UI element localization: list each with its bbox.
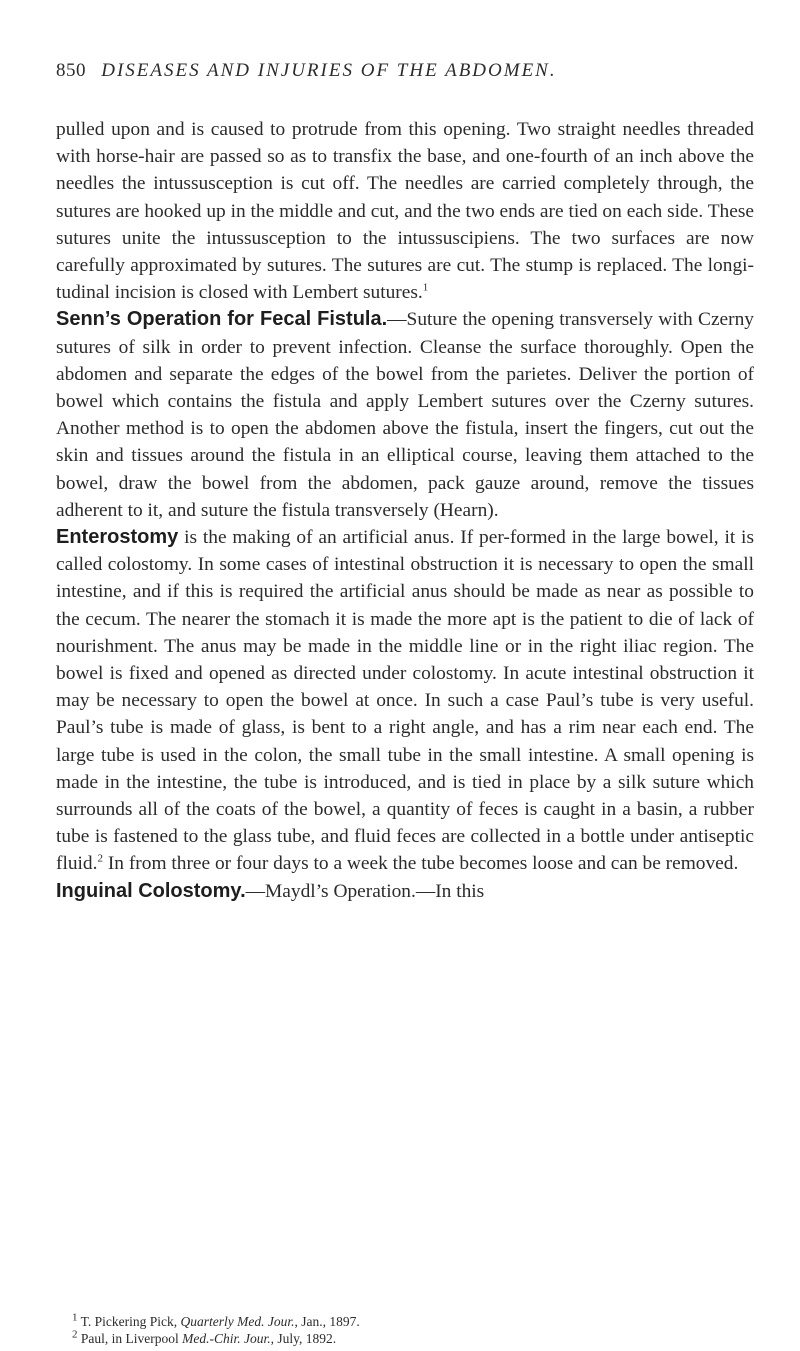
section-heading-enterostomy: Enterostomy — [56, 526, 179, 549]
footnote-journal: Med.-Chir. Jour. — [182, 1331, 271, 1346]
page-number: 850 — [56, 60, 86, 81]
paragraph-text: pulled upon and is caused to protrude from this opening. Two straight needles threaded with horse-hair are passed so as to transfix the base, and one-fourth of an inch above the needles the intussusception is cut off. The needles are carried completely through, the sutures are hooked up in the middle and cut, and the two ends are tied on each side. These sutures unite the intussusception to the intussuscipiens. The two surfaces are now carefully approximated by sutures. The sutures are cut. The stump is replaced. The longi-tudinal incision is closed with Lembert sutures. — [56, 119, 754, 304]
paragraph-text-continued: In from three or four days to a week the tube becomes loose and can be removed. — [102, 853, 739, 875]
footnotes — [72, 1313, 752, 1347]
footnote-1 — [72, 1313, 752, 1330]
page-header — [56, 60, 756, 82]
footnote-2 — [72, 1330, 752, 1347]
body-text — [56, 116, 754, 905]
footnote-date: , Jan., 1897. — [294, 1314, 360, 1329]
paragraph-senn-operation — [56, 306, 754, 524]
footnote-mark: 2 — [72, 1328, 78, 1341]
paragraph-text: is the making of an artificial anus. If per-formed in the large bowel, it is called colostomy. In some cases of intestinal obstruction it is necessary to open the small intestine, and if this is required the artificial anus should be made as near as possible to the cecum. The nearer the stomach it is made the more apt is the patient to die of lack of nourishment. The anus may be made in the middle line or in the right iliac region. The bowel is fixed and opened as directed under colostomy. In acute intestinal obstruction it may be necessary to open the bowel at once. In such a case Paul’s tube is very useful. Paul’s tube is made of glass, is bent to a right angle, and has a rim near each end. The large tube is used in the colon, the small tube in the small intestine. A small opening is made in the intestine, the tube is introduced, and is tied in place by a silk suture which surrounds all of the coats of the bowel, a quantity of feces is caught in a basin, a rubber tube is fastened to the glass tube, and fluid feces are collected in a bottle under antiseptic fluid. — [56, 527, 754, 875]
section-heading-inguinal-colostomy: Inguinal Colostomy. — [56, 879, 246, 902]
footnote-ref-1: 1 — [422, 281, 429, 294]
footnote-text: T. Pickering Pick, — [77, 1314, 181, 1329]
footnote-ref-2: 2 — [97, 853, 103, 866]
section-heading-senn: Senn’s Operation for Fecal Fistula. — [56, 308, 388, 331]
footnote-mark: 1 — [72, 1311, 78, 1324]
paragraph-intussusception — [56, 116, 754, 306]
paragraph-enterostomy — [56, 524, 754, 878]
footnote-journal: Quarterly Med. Jour. — [180, 1314, 295, 1329]
paragraph-inguinal-colostomy — [56, 878, 754, 905]
running-title: DISEASES AND INJURIES OF THE ABDOMEN. — [101, 60, 557, 81]
footnote-text: Paul, in Liverpool — [77, 1331, 183, 1346]
footnote-date: , July, 1892. — [270, 1331, 337, 1346]
paragraph-text: —Suture the opening transversely with Czerny sutures of silk in order to prevent infection. Cleanse the surface thoroughly. Open the abdomen and separate the edges of the bowel from the parietes. Deliver the portion of bowel which contains the fistula and apply Lembert sutures over the Czerny sutures. Another method is to open the abdomen above the fistula, insert the fingers, cut out the skin and tissues around the fistula in an elliptical course, leaving them attached to the bowel, draw the bowel from the abdomen, pack gauze around, remove the tissues adherent to it, and suture the fistula transversely (Hearn). — [56, 309, 754, 521]
paragraph-text: —Maydl’s Operation.—In this — [245, 880, 485, 902]
